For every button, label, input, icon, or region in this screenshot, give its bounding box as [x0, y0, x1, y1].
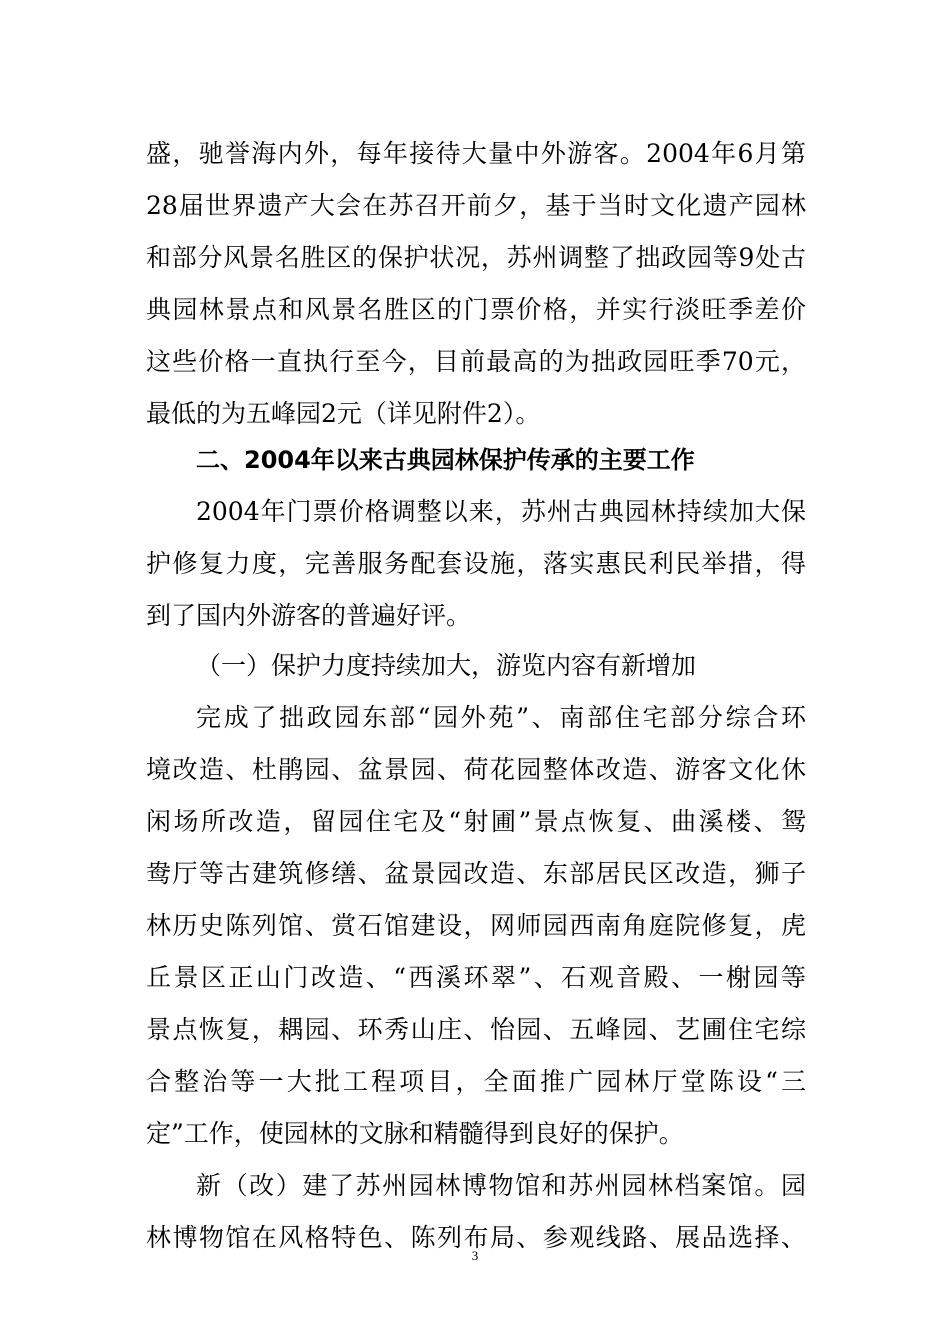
text-line: 28届世界遗产大会在苏召开前夕，基于当时文化遗产园林 [146, 191, 806, 220]
text-line: 完成了拙政园东部“园外苑”、南部住宅部分综合环 [196, 703, 806, 732]
text-line: 定”工作，使园林的文脉和精髓得到良好的保护。 [146, 1119, 684, 1148]
text-line: 合整治等一大批工程项目，全面推广园林厅堂陈设“三 [146, 1067, 806, 1096]
subsection-heading: （一）保护力度持续加大，游览内容有新增加 [196, 651, 697, 680]
text-line: 林博物馆在风格特色、陈列布局、参观线路、展品选择、 [146, 1223, 806, 1252]
text-line: 鸯厅等古建筑修缮、盆景园改造、东部居民区改造，狮子 [146, 859, 806, 888]
text-line: 典园林景点和风景名胜区的门票价格，并实行淡旺季差价 [146, 295, 806, 324]
text-line: 林历史陈列馆、赏石馆建设，网师园西南角庭院修复，虎 [146, 911, 806, 940]
text-line: 境改造、杜鹃园、盆景园、荷花园整体改造、游客文化休 [146, 755, 806, 784]
page-number: 3 [471, 1248, 479, 1263]
text-line: 这些价格一直执行至今，目前最高的为拙政园旺季70元， [146, 347, 806, 376]
text-line: 到了国内外游客的普遍好评。 [146, 601, 472, 630]
text-line: 护修复力度，完善服务配套设施，落实惠民利民举措，得 [146, 549, 806, 578]
text-line: 闲场所改造，留园住宅及“射圃”景点恢复、曲溪楼、鸳 [146, 807, 806, 836]
text-line: 新（改）建了苏州园林博物馆和苏州园林档案馆。园 [196, 1171, 806, 1200]
text-line: 丘景区正山门改造、“西溪环翠”、石观音殿、一榭园等 [146, 963, 806, 992]
text-line: 盛，驰誉海内外，每年接待大量中外游客。2004年6月第 [146, 139, 806, 168]
text-line: 最低的为五峰园2元（详见附件2）。 [146, 399, 541, 428]
text-line: 和部分风景名胜区的保护状况，苏州调整了拙政园等9处古 [146, 243, 806, 272]
section-heading: 二、2004年以来古典园林保护传承的主要工作 [196, 446, 695, 474]
text-line: 2004年门票价格调整以来，苏州古典园林持续加大保 [196, 497, 806, 526]
text-line: 景点恢复，耦园、环秀山庄、怡园、五峰园、艺圃住宅综 [146, 1015, 806, 1044]
